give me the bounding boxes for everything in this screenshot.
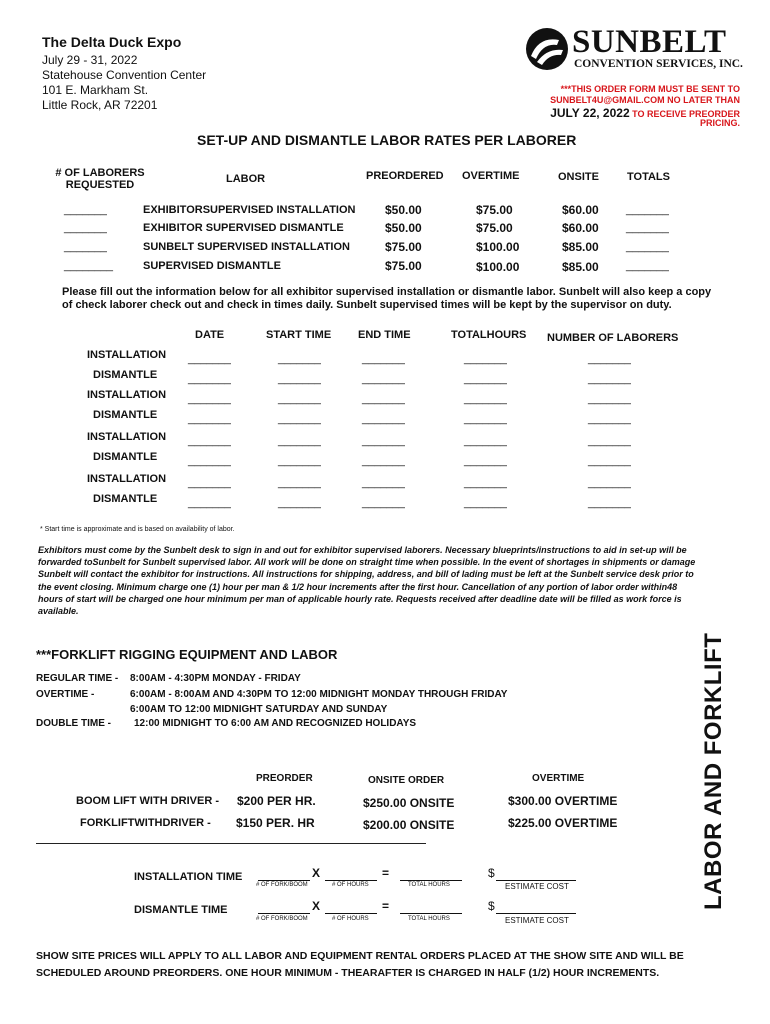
end-time-field[interactable]: _______ [362,393,405,405]
side-title: LABOR AND FORKLIFT [700,632,727,910]
total-hours-caption: TOTAL HOURS [408,882,450,888]
laborers-field[interactable]: _______ [588,497,631,509]
labor-type: EXHIBITORSUPERVISED INSTALLATION [143,204,356,216]
overtime-price: $75.00 [476,203,513,217]
equipment-name: BOOM LIFT WITH DRIVER - [76,795,219,807]
calc-x: X [312,866,321,880]
event-title: The Delta Duck Expo [42,34,182,50]
date-field[interactable]: _______ [188,353,231,365]
total-hours-caption: TOTAL HOURS [408,916,450,922]
labor-instruction: Please fill out the information below for all exhibitor supervised installation or dismantle labor. Sunbelt will also keep a copy of check laborer check out and check in times daily. Sunbelt supervised times will be kept by the supervisor on duty. [62,286,712,311]
schedule-row-label: DISMANTLE [93,409,158,421]
footer-line1: SHOW SITE PRICES WILL APPLY TO ALL LABOR AND EQUIPMENT RENTAL ORDERS PLACED AT THE SHOW SITE AND WILL BE [36,950,684,962]
estimate-cost-caption: ESTIMATE COST [505,882,569,891]
total-blank[interactable]: _______ [626,260,669,272]
date-field[interactable]: _______ [188,455,231,467]
event-street: 101 E. Markham St. [42,83,149,97]
laborers-field[interactable]: _______ [588,373,631,385]
sunbelt-logo-icon [525,26,569,72]
schedule-header-date: DATE [195,329,225,341]
equipment-onsite: $200.00 ONSITE [363,818,455,832]
total-blank[interactable]: _______ [626,204,669,216]
end-time-field[interactable]: _______ [362,435,405,447]
laborers-field[interactable]: _______ [588,353,631,365]
preordered-price: $75.00 [385,240,422,254]
onsite-price: $60.00 [562,221,599,235]
preordered-price: $50.00 [385,203,422,217]
header-preordered: PREORDERED [366,170,444,182]
start-time-field[interactable]: _______ [278,373,321,385]
schedule-header-total-hours: TOTALHOURS [451,329,527,341]
logo-subtitle: CONVENTION SERVICES, INC. [574,58,743,70]
start-time-field[interactable]: _______ [278,435,321,447]
onsite-price: $85.00 [562,260,599,274]
total-hours-field[interactable]: _______ [464,477,507,489]
laborers-field[interactable]: _______ [588,477,631,489]
start-time-field[interactable]: _______ [278,455,321,467]
end-time-field[interactable]: _______ [362,413,405,425]
date-field[interactable]: _______ [188,497,231,509]
header-onsite: ONSITE [558,171,599,183]
logo-brand: SUNBELT [572,24,727,60]
start-time-field[interactable]: _______ [278,353,321,365]
qty-blank[interactable]: _______ [64,222,107,234]
date-field[interactable]: _______ [188,477,231,489]
notice-line4: PRICING. [699,118,740,128]
laborers-field[interactable]: _______ [588,455,631,467]
labor-rates-heading: SET-UP AND DISMANTLE LABOR RATES PER LABORER [197,132,577,148]
price-header-onsite: ONSITE ORDER [368,775,445,786]
total-blank[interactable]: _______ [626,241,669,253]
event-venue: Statehouse Convention Center [42,68,207,82]
terms-paragraph: Exhibitors must come by the Sunbelt desk to sign in and out for exhibitor supervised laborers. Necessary blueprints/instructions to aid in set-up will be forwarded toSunbelt for Sunbelt supervised labor. All work will be done on straight time when possible. In the event of shortages in shipments or damage Sunbelt will contact the exhibitor for instructions. All instructions for shipping, address, and bill of lading must be left at the Sunbelt service desk prior to the event closing. Minimum charge one (1) hour per man & 1/2 hour increments after the first hour. Cancellation of any portion of labor order within48 hours of start will be charged one hour minimum per man of applicable hourly rate. Requests received after deadline date will be filled as work force is available. [38,545,696,617]
total-hours-field[interactable]: _______ [464,497,507,509]
labor-type: SUNBELT SUPERVISED INSTALLATION [143,241,350,253]
schedule-header-number-laborers: NUMBER OF LABORERS [547,332,679,344]
notice-line3-text: TO RECEIVE PREORDER [632,109,740,119]
schedule-row-label: INSTALLATION [87,431,167,443]
start-time-field[interactable]: _______ [278,497,321,509]
qty-blank[interactable]: _______ [64,204,107,216]
calc-dollar: $ [488,866,495,880]
date-field[interactable]: _______ [188,373,231,385]
total-hours-field[interactable]: _______ [464,455,507,467]
overtime-price: $100.00 [476,260,520,274]
overtime-value-1: 6:00AM - 8:00AM AND 4:30PM TO 12:00 MIDNIGHT MONDAY THROUGH FRIDAY [130,689,508,700]
total-hours-field[interactable]: _______ [464,393,507,405]
laborers-field[interactable]: _______ [588,393,631,405]
onsite-price: $85.00 [562,240,599,254]
onsite-price: $60.00 [562,203,599,217]
schedule-row-label: DISMANTLE [93,369,158,381]
forks-caption: # OF FORK/BOOM [256,916,308,922]
header-overtime: OVERTIME [462,170,520,182]
equipment-overtime: $225.00 OVERTIME [508,816,618,830]
end-time-field[interactable]: _______ [362,373,405,385]
footer-line2: SCHEDULED AROUND PREORDERS. ONE HOUR MINIMUM - THEARAFTER IS CHARGED IN HALF (1/2) HOUR INCREMENTS. [36,967,660,979]
end-time-field[interactable]: _______ [362,497,405,509]
equipment-preorder: $150 PER. HR [236,816,315,830]
equipment-preorder: $200 PER HR. [237,794,316,808]
forklift-heading: ***FORKLIFT RIGGING EQUIPMENT AND LABOR [36,647,338,662]
schedule-row-label: DISMANTLE [93,493,158,505]
header-totals: TOTALS [627,171,670,183]
schedule-row-label: INSTALLATION [87,473,167,485]
end-time-field[interactable]: _______ [362,455,405,467]
overtime-price: $100.00 [476,240,520,254]
schedule-row-label: INSTALLATION [87,349,167,361]
schedule-footnote: * Start time is approximate and is based on availability of labor. [40,526,235,533]
header-labor: LABOR [226,173,266,185]
notice-line1: ***THIS ORDER FORM MUST BE SENT TO [560,84,740,94]
calc-equals: = [382,899,390,913]
total-hours-field[interactable]: _______ [464,353,507,365]
price-header-preorder: PREORDER [256,773,313,784]
start-time-field[interactable]: _______ [278,393,321,405]
divider [36,843,426,844]
schedule-header-end: END TIME [358,329,411,341]
total-hours-field[interactable]: _______ [464,413,507,425]
schedule-row-label: DISMANTLE [93,451,158,463]
end-time-field[interactable]: _______ [362,353,405,365]
date-field[interactable]: _______ [188,435,231,447]
forks-caption: # OF FORK/BOOM [256,882,308,888]
equipment-onsite: $250.00 ONSITE [363,796,455,810]
estimate-cost-caption: ESTIMATE COST [505,916,569,925]
qty-blank[interactable]: _______ [64,241,107,253]
regular-time-value: 8:00AM - 4:30PM MONDAY - FRIDAY [130,673,301,684]
equipment-overtime: $300.00 OVERTIME [508,794,618,808]
start-time-field[interactable]: _______ [278,477,321,489]
schedule-row-label: INSTALLATION [87,389,167,401]
notice-deadline: JULY 22, 2022 [550,106,630,120]
date-field[interactable]: _______ [188,393,231,405]
hours-caption: # OF HOURS [332,882,369,888]
labor-type: EXHIBITOR SUPERVISED DISMANTLE [143,222,344,234]
calc-x: X [312,899,321,913]
price-header-overtime: OVERTIME [532,773,585,784]
equipment-name: FORKLIFTWITHDRIVER - [80,817,211,829]
total-hours-field[interactable]: _______ [464,373,507,385]
calc-dollar: $ [488,899,495,913]
schedule-header-start: START TIME [266,329,332,341]
date-field[interactable]: _______ [188,413,231,425]
calc-label: DISMANTLE TIME [134,904,228,916]
end-time-field[interactable]: _______ [362,477,405,489]
double-time-value: 12:00 MIDNIGHT TO 6:00 AM AND RECOGNIZED HOLIDAYS [134,718,417,729]
total-blank[interactable]: _______ [626,222,669,234]
start-time-field[interactable]: _______ [278,413,321,425]
labor-type: SUPERVISED DISMANTLE [143,260,281,272]
header-laborers-requested: # OF LABORERS REQUESTED [55,167,145,191]
laborers-field[interactable]: _______ [588,413,631,425]
laborers-field[interactable]: _______ [588,435,631,447]
overtime-value-2: 6:00AM TO 12:00 MIDNIGHT SATURDAY AND SUNDAY [130,704,388,715]
event-dates: July 29 - 31, 2022 [42,53,138,67]
preordered-price: $75.00 [385,259,422,273]
calc-label: INSTALLATION TIME [134,871,243,883]
event-city: Little Rock, AR 72201 [42,98,158,112]
total-hours-field[interactable]: _______ [464,435,507,447]
overtime-price: $75.00 [476,221,513,235]
hours-caption: # OF HOURS [332,916,369,922]
overtime-label: OVERTIME - [36,689,95,700]
calc-equals: = [382,866,390,880]
double-time-label: DOUBLE TIME - [36,718,111,729]
notice-line2: SUNBELT4U@GMAIL.COM NO LATER THAN [550,95,740,105]
regular-time-label: REGULAR TIME - [36,673,119,684]
qty-blank[interactable]: ________ [64,260,113,272]
preordered-price: $50.00 [385,221,422,235]
